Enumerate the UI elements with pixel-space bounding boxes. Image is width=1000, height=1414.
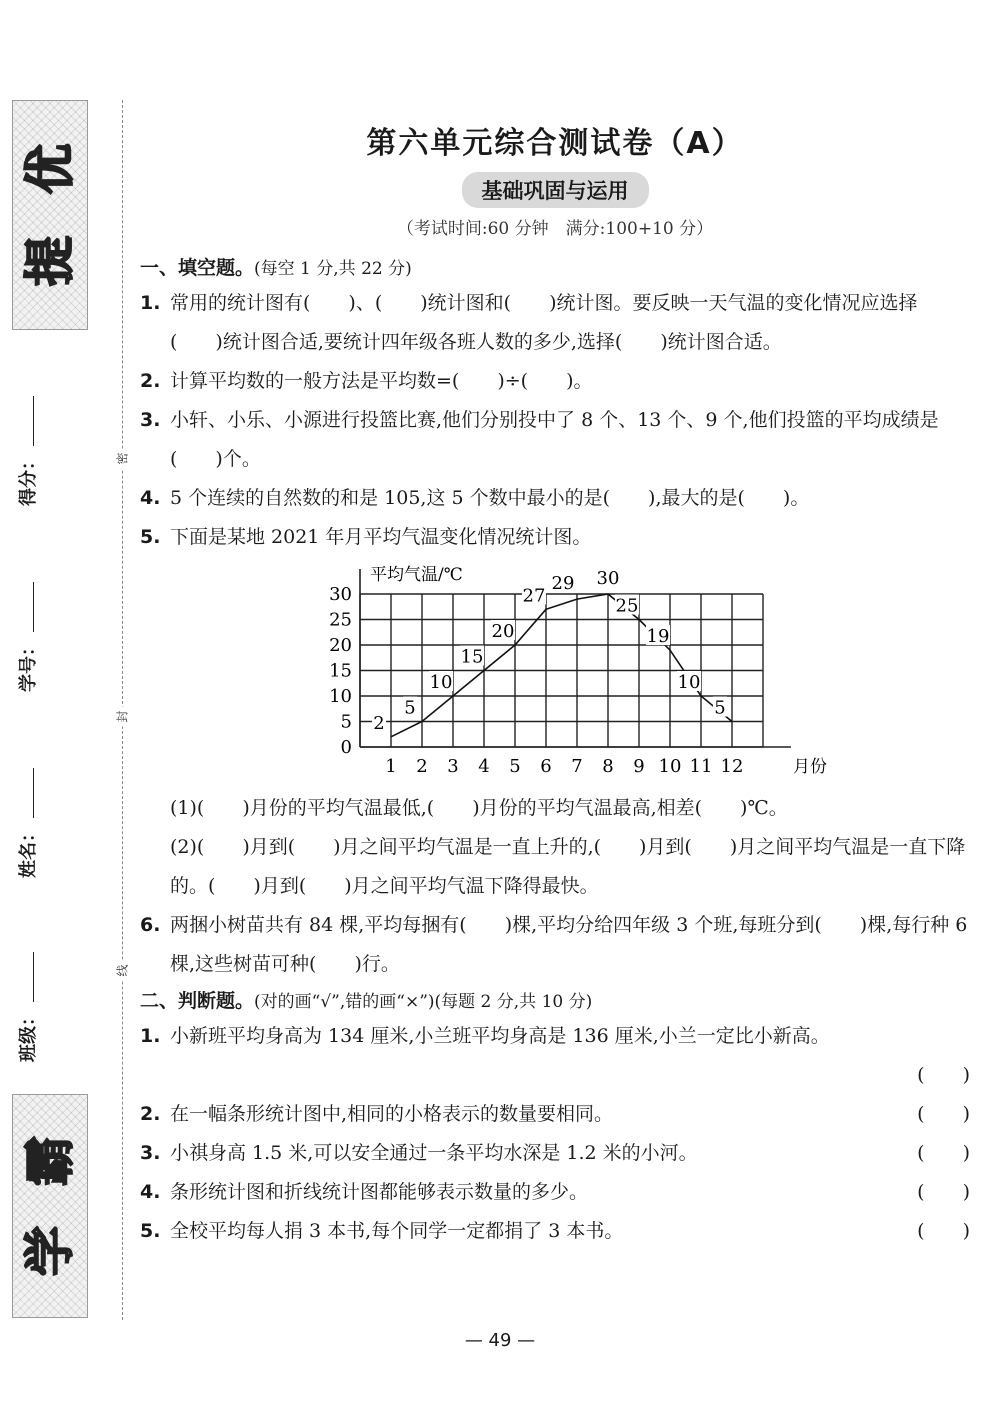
answer-parentheses[interactable]: ( ): [917, 1181, 970, 1203]
student-number-label: 学号：: [18, 638, 39, 692]
data-label: 20: [491, 621, 515, 642]
side-char: 提: [21, 236, 79, 287]
class-label: 班级：: [18, 1008, 39, 1062]
question: [140, 479, 970, 518]
subtitle-badge: 基础巩固与运用: [462, 172, 649, 208]
data-label: 30: [596, 568, 620, 589]
question-text: 小轩、小乐、小源进行投篮比赛,他们分别投中了 8 个、13 个、9 个,他们投篮的平均成绩是( )个。: [170, 409, 939, 470]
y-axis-label: 平均气温/℃: [370, 565, 463, 585]
x-tick-label: 5: [509, 756, 521, 777]
x-tick-label: 12: [720, 756, 744, 777]
seal-char: 线: [114, 961, 131, 981]
seal-char: 密: [114, 449, 131, 469]
side-char: 优: [21, 143, 79, 194]
section-note: (每空 1 分,共 22 分): [254, 259, 412, 279]
judge-item: [140, 1134, 970, 1173]
sub-question: (1)( )月份的平均气温最低,( )月份的平均气温最高,相差( )℃。: [170, 797, 788, 819]
data-label: 5: [714, 697, 726, 719]
x-tick-label: 10: [658, 756, 682, 777]
question: [140, 906, 970, 984]
data-label: 10: [429, 672, 453, 693]
line-chart-svg: [310, 559, 827, 789]
answer-parentheses[interactable]: ( ): [917, 1064, 970, 1086]
y-tick-label: 5: [340, 711, 352, 733]
judge-item: [140, 1095, 970, 1134]
y-tick-label: 30: [329, 584, 352, 605]
x-tick-label: 2: [416, 756, 428, 777]
question-text: 常用的统计图有( )、( )统计图和( )统计图。要反映一天气温的变化情况应选择( )统计图合适,要统计四年级各班人数的多少,选择( )统计图合适。: [170, 292, 918, 353]
side-band-top: [12, 100, 88, 330]
data-label: 15: [460, 646, 484, 668]
side-char: 霸: [21, 1135, 79, 1186]
exam-content: [140, 118, 970, 1251]
answer-parentheses[interactable]: ( ): [917, 1103, 970, 1125]
seal-char: 封: [114, 707, 131, 727]
x-tick-label: 11: [689, 756, 713, 777]
temperature-line-chart: [310, 559, 827, 789]
question: [140, 362, 970, 401]
page-title: 第六单元综合测试卷（A）: [366, 126, 744, 161]
question-number: 5.: [140, 1220, 161, 1242]
answer-parentheses[interactable]: ( ): [917, 1220, 970, 1242]
section-heading: [140, 253, 970, 280]
question-number: 5.: [140, 526, 161, 548]
side-band-bottom: [12, 1094, 88, 1318]
question-number: 1.: [140, 292, 161, 314]
data-label: 27: [522, 585, 546, 607]
question: [140, 284, 970, 362]
temperature-series-line: [391, 594, 732, 737]
question: [140, 401, 970, 479]
question-text: 条形统计图和折线统计图都能够表示数量的多少。: [170, 1181, 589, 1203]
x-axis-label: 月份: [793, 757, 827, 777]
student-number-field[interactable]: [14, 582, 40, 692]
section-note: (对的画“√”,错的画“×”)(每题 2 分,共 10 分): [254, 992, 593, 1012]
sub-question: (2)( )月到( )月之间平均气温是一直上升的,( )月到( )月之间平均气温是一直下降的。( )月到( )月之间平均气温下降得最快。: [170, 836, 966, 897]
x-tick-label: 4: [478, 756, 490, 777]
name-field[interactable]: [14, 768, 40, 878]
judge-item: [140, 1017, 970, 1056]
question-number: 4.: [140, 487, 161, 509]
question-text: 计算平均数的一般方法是平均数=( )÷( )。: [170, 370, 593, 392]
x-tick-label: 6: [540, 756, 552, 777]
section-title: 一、填空题。: [140, 257, 255, 279]
score-field[interactable]: [14, 396, 40, 506]
question-text: 5 个连续的自然数的和是 105,这 5 个数中最小的是( ),最大的是( )。: [170, 487, 810, 509]
x-tick-label: 3: [447, 756, 459, 777]
data-label: 10: [677, 672, 701, 693]
question-number: 6.: [140, 914, 161, 936]
data-label: 5: [404, 697, 416, 719]
question: [140, 518, 970, 557]
x-tick-label: 9: [633, 756, 645, 777]
judge-item: [140, 1173, 970, 1212]
question-text: 在一幅条形统计图中,相同的小格表示的数量要相同。: [170, 1103, 614, 1125]
y-tick-label: 10: [329, 686, 352, 707]
answer-parentheses[interactable]: ( ): [917, 1142, 970, 1164]
score-label: 得分：: [18, 452, 39, 506]
data-label: 19: [646, 626, 670, 648]
x-tick-label: 8: [602, 756, 614, 777]
y-tick-label: 15: [329, 660, 352, 682]
question-number: 2.: [140, 370, 161, 392]
section-heading: [140, 986, 970, 1013]
question-number: 2.: [140, 1103, 161, 1125]
x-tick-label: 7: [571, 756, 583, 777]
question-number: 4.: [140, 1181, 161, 1203]
judge-item: [140, 1212, 970, 1251]
side-char: 学: [21, 1226, 79, 1277]
x-tick-label: 1: [385, 756, 397, 777]
y-tick-label: 25: [329, 609, 352, 631]
question-text: 两捆小树苗共有 84 棵,平均每捆有( )棵,平均分给四年级 3 个班,每班分到( )棵,每行种 6 棵,这些树苗可种( )行。: [170, 914, 968, 975]
question-number: 3.: [140, 1142, 161, 1164]
question-text: 下面是某地 2021 年月平均气温变化情况统计图。: [170, 526, 592, 548]
y-tick-label: 20: [329, 635, 352, 656]
data-label: 2: [373, 712, 385, 734]
question-text: 小新班平均身高为 134 厘米,小兰班平均身高是 136 厘米,小兰一定比小新高。: [170, 1025, 830, 1047]
question-text: 小祺身高 1.5 米,可以安全通过一条平均水深是 1.2 米的小河。: [170, 1142, 698, 1164]
data-label: 29: [551, 573, 575, 595]
data-label: 25: [615, 595, 639, 617]
y-tick-label: 0: [340, 737, 352, 758]
question-number: 3.: [140, 409, 161, 431]
exam-info: （考试时间:60 分钟 满分:100+10 分）: [396, 219, 714, 239]
class-field[interactable]: [14, 952, 40, 1062]
question-number: 1.: [140, 1025, 161, 1047]
page-number: — 49 —: [464, 1330, 536, 1351]
question-text: 全校平均每人捐 3 本书,每个同学一定都捐了 3 本书。: [170, 1220, 624, 1242]
name-label: 姓名：: [18, 824, 39, 878]
section-title: 二、判断题。: [140, 990, 255, 1012]
